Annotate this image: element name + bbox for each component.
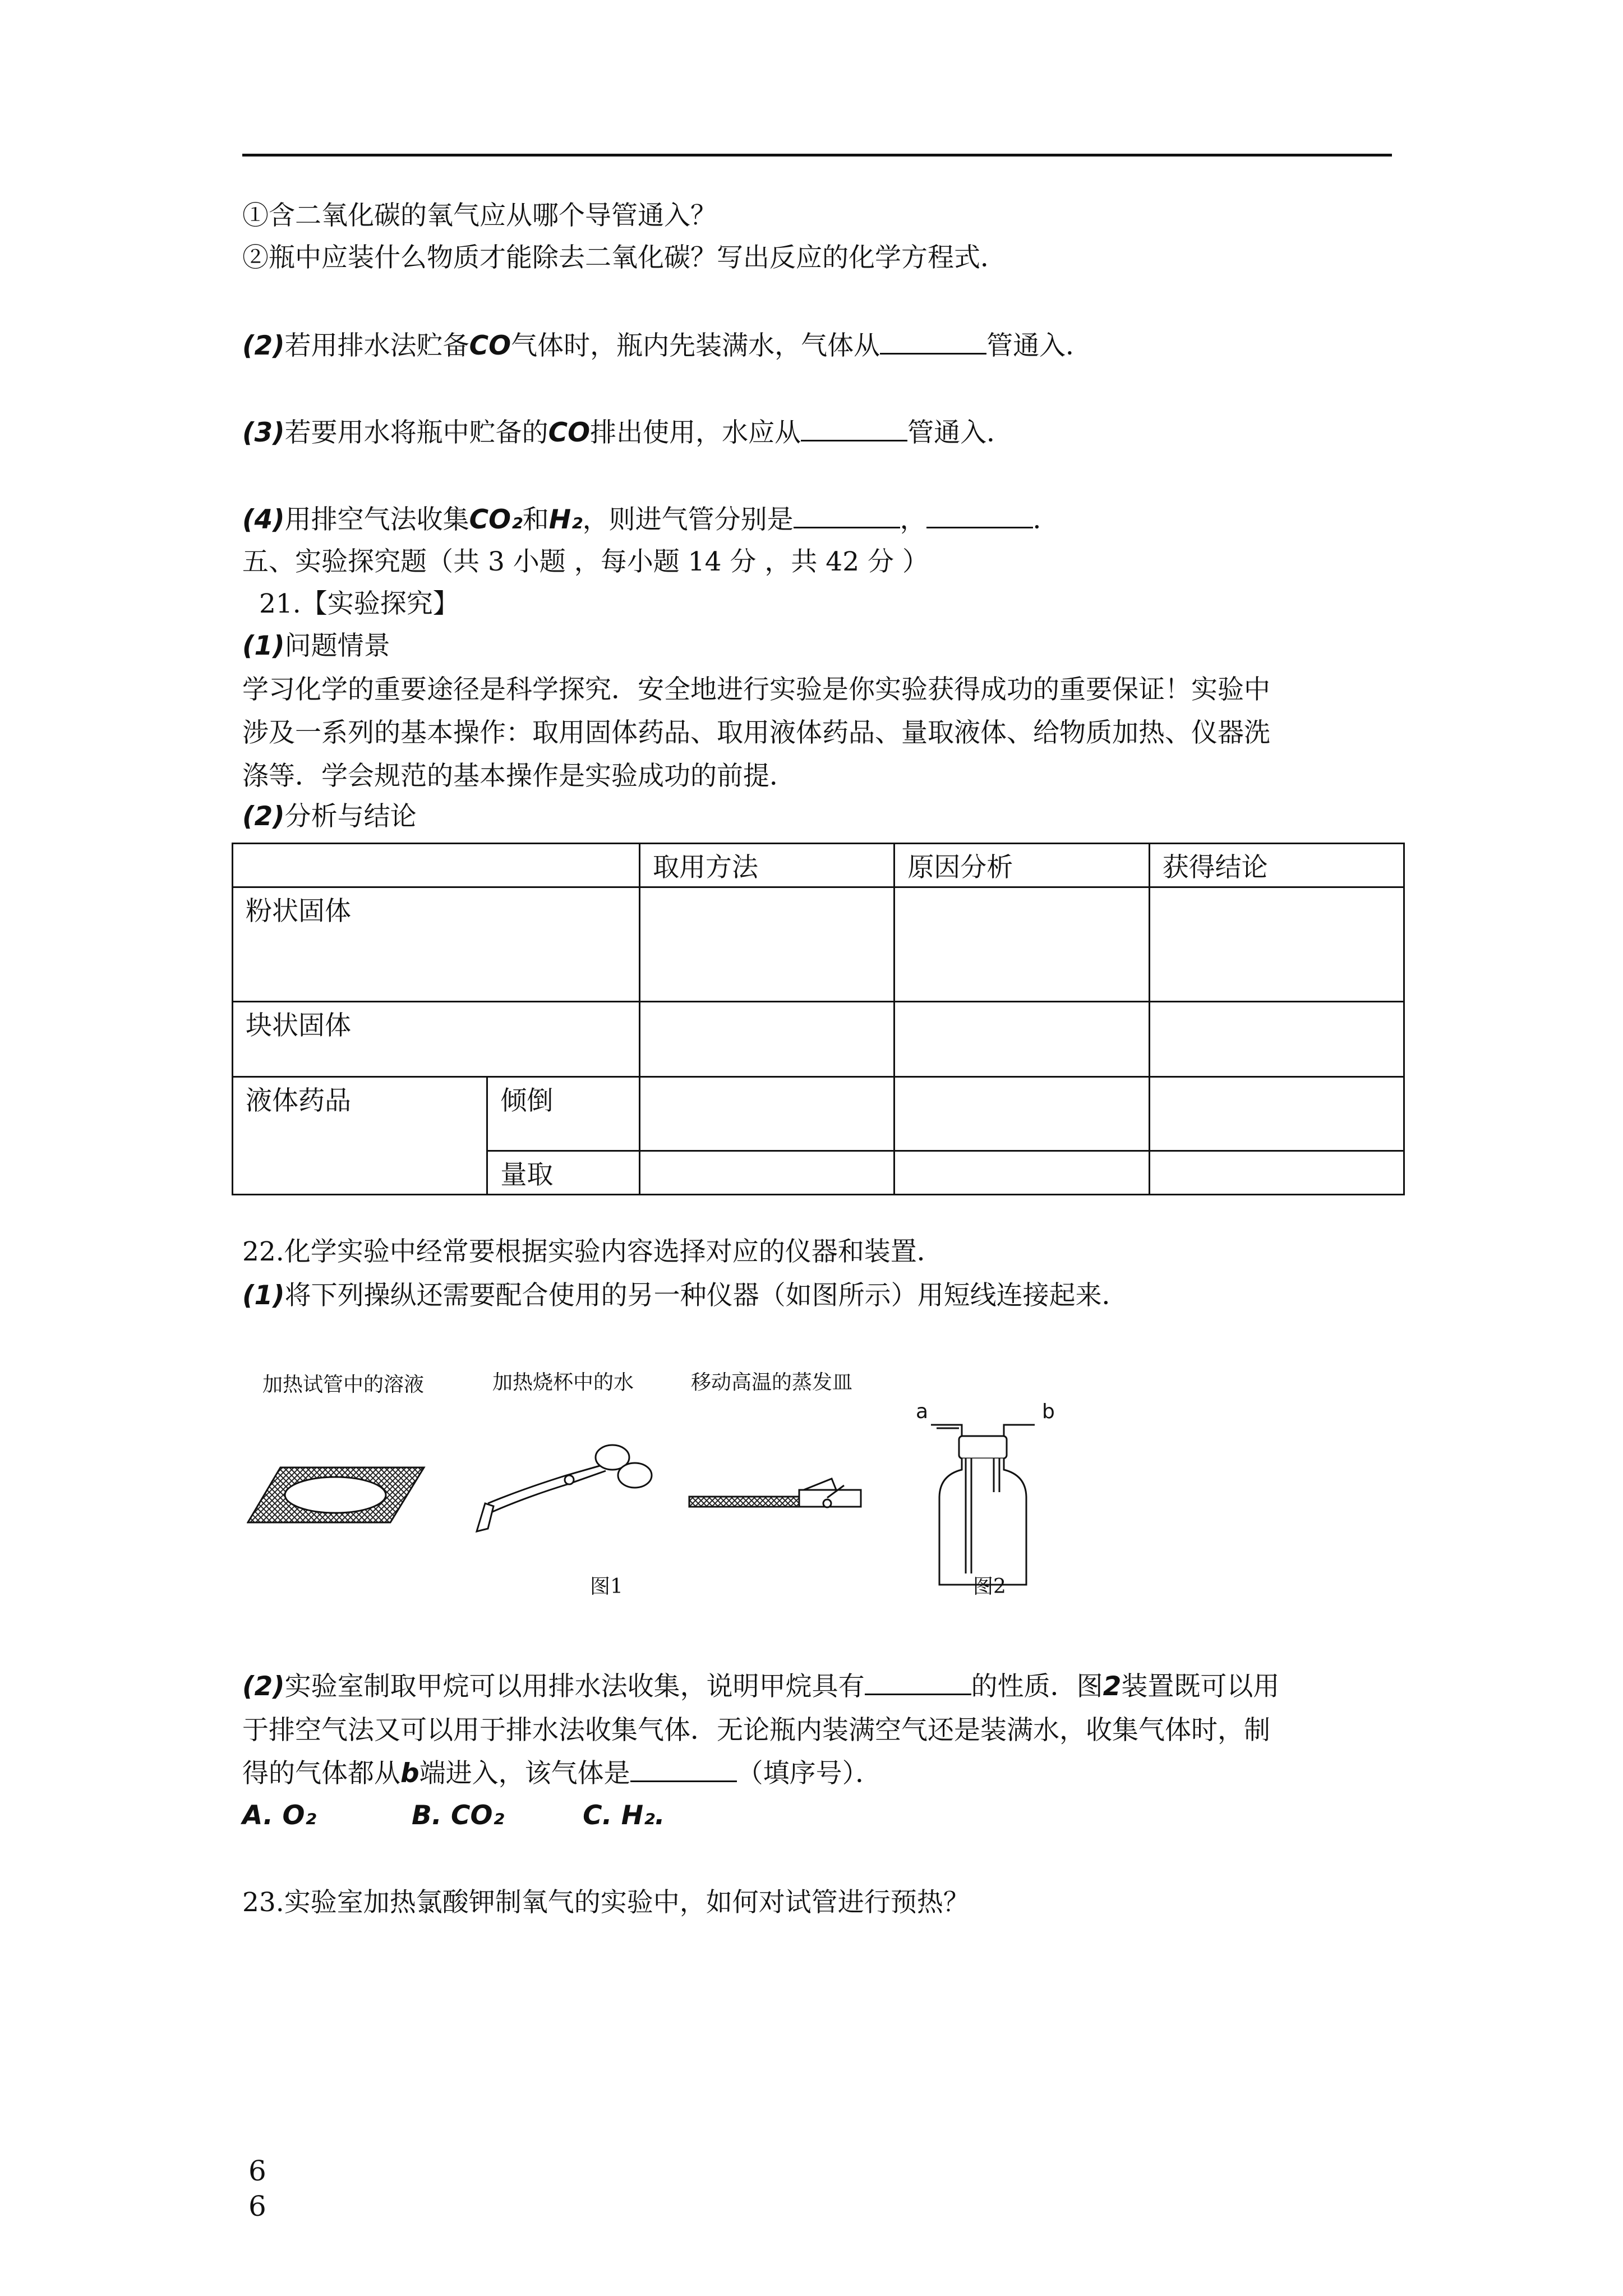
header-rule [242,154,1392,157]
text: 气体时，瓶内先装满水，气体从 [511,330,880,361]
text: 得的气体都从 [242,1758,400,1789]
q22-title: 22.化学实验中经常要根据实验内容选择对应的仪器和装置． [242,1236,943,1267]
answer-blank [794,523,900,528]
answer-blank [865,1690,971,1695]
text: 的性质．图 [971,1671,1103,1702]
analysis-table [232,843,1405,1195]
row-label: 粉状固体 [233,887,640,1002]
q20-part-3 [242,416,1013,450]
text: 管通入． [907,417,1013,448]
answer-cell[interactable] [639,1077,894,1151]
text: 装置既可以用 [1121,1671,1280,1702]
q20-line-1: ①含二氧化碳的氧气应从哪个导管通入？ [242,200,717,231]
row-sublabel: 倾倒 [487,1077,640,1151]
option-c[interactable]: C. H₂. [583,1800,665,1831]
q21-part-2 [242,800,417,834]
part-number: (1) [242,631,285,661]
answer-cell[interactable] [1149,887,1404,1002]
answer-blank [926,523,1033,528]
figure-label: 移动高温的蒸发皿 [691,1371,853,1394]
answer-cell[interactable] [895,887,1149,1002]
part-number: (3) [242,417,285,448]
q21-title: 21.【实验探究】 [259,588,459,619]
figure-caption-1: 图1 [590,1575,623,1598]
text: 排出使用，水应从 [590,417,801,448]
text: 端进入，该气体是 [419,1758,630,1789]
row-sublabel: 量取 [487,1151,640,1195]
q21-body-1: 学习化学的重要途径是科学探究．安全地进行实验是你实验获得成功的重要保证！实验中 [242,674,1270,705]
answer-cell[interactable] [895,1151,1149,1195]
figure-caption-2: 图2 [973,1575,1006,1598]
text: 管通入． [986,330,1092,361]
part-number: (2) [242,801,285,832]
formula-co: CO [548,417,591,448]
text: 和 [522,504,549,535]
table-cell [233,844,640,887]
text: 分析与结论 [284,801,417,832]
table-header: 获得结论 [1149,844,1404,887]
part-number: (2) [242,1671,285,1702]
formula-h2: H₂ [548,504,583,535]
apparatus-figure [247,1369,1077,1604]
gauze-icon [247,1464,426,1526]
formula-co: CO [469,330,511,361]
q21-body-3: 涤等．学会规范的基本操作是实验成功的前提． [242,761,796,792]
q21-part-1 [242,629,390,663]
text: 实验室制取甲烷可以用排水法收集，说明甲烷具有 [284,1671,865,1702]
option-b[interactable]: B. CO₂ [412,1800,505,1831]
port-letter: b [400,1758,419,1789]
q20-part-2 [242,329,1092,363]
answer-cell[interactable] [1149,1002,1404,1077]
section-5-heading: 五、实验探究题（共 3 小题 ，每小题 14 分 ，共 42 分 ） [242,546,929,577]
text: ． [1032,504,1059,535]
table-header-row [233,844,1404,887]
row-label: 液体药品 [233,1077,487,1195]
tongs-icon [471,1436,656,1537]
q20-line-2: ②瓶中应装什么物质才能除去二氧化碳？写出反应的化学方程式． [242,242,1007,273]
port-label-a: a [916,1400,929,1423]
port-label-b: b [1042,1400,1055,1423]
text: 将下列操纵还需要配合使用的另一种仪器（如图所示）用短线连接起来． [284,1280,1128,1311]
part-number: (1) [242,1280,285,1311]
q21-body-2: 涉及一系列的基本操作：取用固体药品、取用液体药品、量取液体、给物质加热、仪器洗 [242,717,1270,748]
answer-cell[interactable] [639,1151,894,1195]
text: 若用排水法贮备 [284,330,469,361]
text: （填序号）． [736,1758,882,1789]
figure-number: 2 [1103,1671,1122,1702]
q20-part-4 [242,503,1059,537]
q22-part-1 [242,1279,1128,1313]
q22-part-2-line-3 [242,1757,882,1791]
row-label: 块状固体 [233,1002,640,1077]
answer-cell[interactable] [895,1077,1149,1151]
answer-blank [880,349,986,355]
option-a[interactable]: A. O₂ [242,1800,317,1831]
text: ， [900,504,926,535]
table-row [233,1002,1404,1077]
answer-cell[interactable] [895,1002,1149,1077]
text: ，则进气管分别是 [582,504,794,535]
answer-cell[interactable] [1149,1077,1404,1151]
answer-cell[interactable] [1149,1151,1404,1195]
text: 问题情景 [284,631,390,661]
answer-cell[interactable] [639,1002,894,1077]
q23-question: 23.实验室加热氯酸钾制氧气的实验中，如何对试管进行预热？ [242,1887,970,1918]
q22-options [242,1799,665,1833]
figure-label: 加热试管中的溶液 [262,1373,425,1396]
table-header: 原因分析 [895,844,1149,887]
text: 若要用水将瓶中贮备的 [284,417,548,448]
answer-blank [801,436,907,441]
table-row [233,887,1404,1002]
q22-part-2-line-2: 于排空气法又可以用于排水法收集气体．无论瓶内装满空气还是装满水，收集气体时，制 [242,1715,1270,1746]
text: 用排空气法收集 [284,504,469,535]
test-tube-holder-icon [687,1475,866,1526]
figure-label: 加热烧杯中的水 [492,1371,634,1394]
table-header: 取用方法 [639,844,894,887]
formula-co2: CO₂ [469,504,523,535]
page-number: 6 [248,2155,266,2187]
part-number: (4) [242,504,285,535]
part-number: (2) [242,330,285,361]
answer-blank [630,1777,737,1782]
q22-part-2-line-1 [242,1670,1279,1704]
answer-cell[interactable] [639,887,894,1002]
table-row [233,1077,1404,1151]
page-number: 6 [248,2190,266,2223]
gas-bottle-icon [897,1402,1066,1593]
